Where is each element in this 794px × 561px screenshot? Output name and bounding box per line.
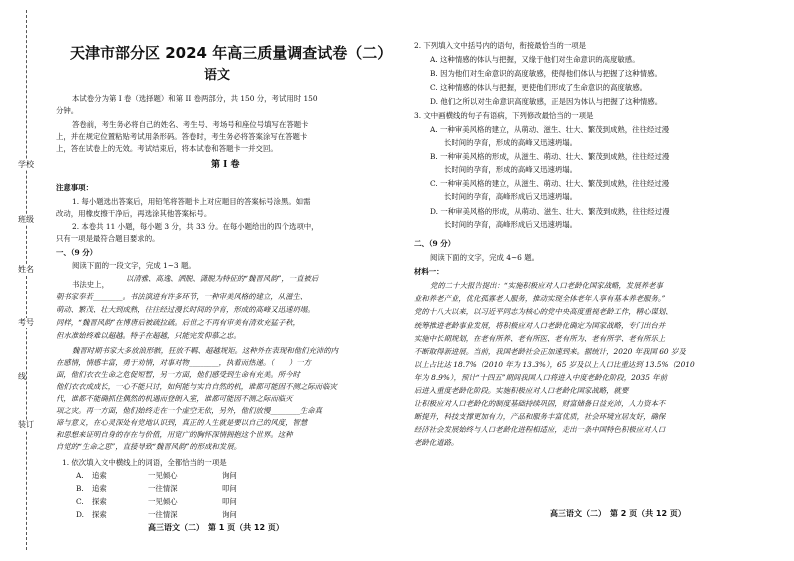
q3-option-a: A. 一种审美风格的建立，从萌动、滋生、壮大、繁茂到成熟，往往经过漫 <box>430 125 670 134</box>
section-1-instruction: 阅读下面的一段文字，完成 1~3 题。 <box>72 261 196 270</box>
intro-line: 上，并在规定位置粘贴考试用条形码。答卷时，考生务必将答案涂写在答题卡 <box>56 132 308 141</box>
passage-line: 萌动、繁茂、壮大到成熟，往往经过漫长时间的孕育，形成的高峰又迅速坍塌。 <box>56 305 315 314</box>
q3-option-b: B. 一种审美风格的形成，从滋生、萌动、壮大、繁茂到成熟，往往经过漫 <box>430 152 670 161</box>
subject-title: 语文 <box>204 68 231 83</box>
q3-option-d-cont: 长时间的孕育，高峰形成后又迅速坍塌。 <box>444 220 578 229</box>
material-line: 实施中长期规划，在老有所养、老有所医、老有所为、老有所学、老有所乐上 <box>414 334 666 343</box>
intro-line: 分钟。 <box>56 106 79 115</box>
material-line: 以上占比达 18.7%（2010 年为 13.3%），65 岁及以上人口比重达到 13.5%（2010 <box>414 360 695 369</box>
question-1: 1. 依次填入文中横线上的词语，全都恰当的一项是 <box>62 458 227 467</box>
passage-line: 代，谁都不能确抓住偶然的机遇而登朗入室，谁都可能因不测之际而临灭 <box>56 394 293 403</box>
binding-margin <box>4 0 38 561</box>
q2-option-b: B. 因为他们对生命意识的高度敏感，使得他们体认与把握了这种情感。 <box>430 69 662 78</box>
passage-line: 和思想来证明自身的存在与价值，用宽广的胸怀深情拥抱这个世界。这种 <box>56 430 293 439</box>
material-line: 党的十八大以来，以习近平同志为核心的党中央高度重视老龄工作，精心谋划、 <box>414 307 673 316</box>
note-line: 1. 每小题选出答案后，用铅笔将答题卡上对应题目的答案标号涂黑。如需 <box>72 197 311 206</box>
binding-label-number: 考号 <box>18 318 34 327</box>
passage-line: 同样，“魏晋风韵”在博唐后被疏拉疏。后世之不再有审美有清欢充猛子秋， <box>56 318 301 327</box>
material-line: 经济社会发展始终与人口老龄化进程相适应，走出一条中国特色积极应对人口 <box>414 425 666 434</box>
section-2-heading: 二、（9 分） <box>414 239 455 248</box>
q3-option-d: D. 一种审美风格的形成，从萌动、滋生、壮大、繁茂到成熟，往往经过漫 <box>430 207 670 216</box>
q3-option-b-cont: 长时间的孕育，形成的高峰又迅速坍塌。 <box>444 165 578 174</box>
passage-line: 谛与意义，在心灵深处有党地认识到，真正的人生就是要以自己的风度，智慧 <box>56 418 308 427</box>
binding-label-school: 学校 <box>18 160 34 169</box>
passage-line: 在感情，情感丰富，勇于劝情，对事对物________，执着而热递。（ ）一方 <box>56 358 311 367</box>
material-line: 后进入重度老龄化阶段。实施积极应对人口老龄化国家战略，就要 <box>414 386 629 395</box>
page-1-footer: 高三语文（二） 第 1 页（共 12 页） <box>148 523 284 532</box>
section-1-heading: 一、（9 分） <box>56 248 97 257</box>
note-line: 只有一项是最符合题目要求的。 <box>56 234 160 243</box>
binding-dashed-line <box>26 10 27 550</box>
q3-option-c: C. 一种审美风格的建立，从滋生、萌动、壮大、繁茂到成熟，往往经过漫 <box>430 179 670 188</box>
section-2-instruction: 阅读下面的文字，完成 4~6 题。 <box>430 253 539 262</box>
q2-option-a: A. 这种情感的体认与把握，又缘于他们对生命意识的高度敏感。 <box>430 55 640 64</box>
part-label: 第 I 卷 <box>211 160 240 170</box>
material-line: 年为 8.9%），预计“十四五”期间我国人口将进入中度老龄化阶段，2035 年前 <box>414 373 668 382</box>
binding-label-binding: 装订 <box>18 420 34 429</box>
passage-line: 以清雅、高逸、洒脱、潇脱为特征的“魏晋风韵”，一直被后 <box>126 274 319 283</box>
passage-line: 面，他们衣衣生命之危促短暂，另一方面，他们感受到生命有充美。所今时 <box>56 370 300 379</box>
q2-option-d: D. 他们之所以对生命意识高度敏感，正是因为体认与把握了这种情感。 <box>430 97 663 106</box>
intro-line: 本试卷分为第 I 卷（选择题）和第 II 卷两部分，共 150 分，考试用时 150 <box>72 94 318 103</box>
material-line: 老龄化道路。 <box>414 438 459 447</box>
passage-line: 魏晋时期书家大多放浪形骸，狂放不羁、超越规矩。这种外在表现和他们充沛的内 <box>72 346 339 355</box>
material-line: 不断取得新进展。当前，我国老龄社会正加速到来。据统计，2020 年我国 60 岁及 <box>414 347 686 356</box>
intro-line: 答卷前，考生务必将自己的姓名、考生号、考场号和座位号填写在答题卡 <box>72 120 309 129</box>
notes-heading: 注意事项： <box>56 183 93 192</box>
q3-option-c-cont: 长时间的孕育，高峰形成后又迅速坍塌。 <box>444 192 578 201</box>
material-line: 断提升，科技支撑更加有力，产品和服务丰富优质，社会环境宜居友好，确保 <box>414 412 666 421</box>
passage-line: 书法史上， <box>72 280 109 289</box>
material-line: 业和养老产业，优化孤寡老人服务，推动实现全体老年人享有基本养老服务。” <box>414 294 666 303</box>
material-line: 党的二十大报告提出：“实施积极应对人口老龄化国家战略，发展养老事 <box>430 281 663 290</box>
exam-title: 天津市部分区 2024 年高三质量调查试卷（二） <box>70 44 393 62</box>
passage-line: 项之灾。再一方面，他们始终走在一个虚空无依，另外，他们放慢________生命真 <box>56 406 323 415</box>
question-3: 3. 文中画横线的句子有语病，下列修改最恰当的一项是 <box>414 111 594 120</box>
passage-line: 自觉的“生命之思”，直接导致“魏晋风韵”的形成和发展。 <box>56 442 242 451</box>
q3-option-a-cont: 长时间的孕育，形成的高峰又迅速坍塌。 <box>444 138 578 147</box>
material-line: 统筹推进老龄事业发展，将积极应对人口老龄化确定为国家战略，专门出台并 <box>414 321 666 330</box>
passage-line: 他们衣衣成成长，一心不能只讨，如何能与实自自然的机，谁都可能因不测之际而临灾 <box>56 382 337 391</box>
passage-line: 但水准始终难以超越。特子在超越，只能完发仰慕之忠。 <box>56 331 241 340</box>
binding-label-line: 线 <box>18 372 26 381</box>
note-line: 2. 本卷共 11 小题，每小题 3 分，共 33 分。在每小题给出的四个选项中， <box>72 222 319 231</box>
note-line: 改动，用橡皮擦干净后，再选涂其他答案标号。 <box>56 209 212 218</box>
material-label: 材料一： <box>414 267 444 276</box>
q2-option-c: C. 这种情感的体认与把握，更使他们形成了生命意识的高度敏感。 <box>430 83 648 92</box>
question-2: 2. 下列填入文中括号内的语句，衔接最恰当的一项是 <box>414 41 586 50</box>
binding-label-name: 姓名 <box>18 265 34 274</box>
material-line: 让积极应对人口老龄化的制度基础持续巩固，财富储备日益充沛，人力资本不 <box>414 399 666 408</box>
page-2-footer: 高三语文（二） 第 2 页（共 12 页） <box>550 509 686 518</box>
intro-line: 上，答在试卷上的无效。考试结束后，将本试卷和答题卡一并交回。 <box>56 144 278 153</box>
binding-label-class: 班级 <box>18 215 34 224</box>
passage-line: 朝书家奉若________。书法演进有许多环节，一种审美风格的建立，从滋生、 <box>56 292 308 301</box>
